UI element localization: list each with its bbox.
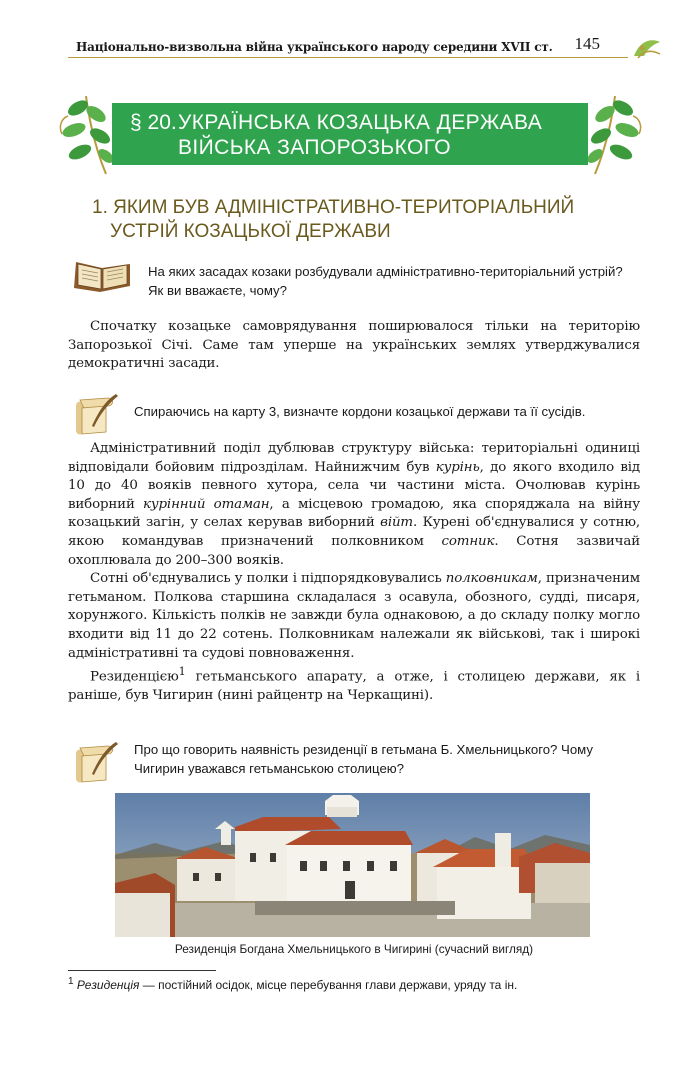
footnote-reference[interactable]: 1 [178,665,186,679]
page-number: 145 [574,34,600,53]
subsection-heading-line2: УСТРІЙ КОЗАЦЬКОЇ ДЕРЖАВИ [110,221,391,242]
term-kurin: курінь [435,459,480,475]
body-text-block [68,440,640,706]
paragraph-administrative-division: Адміністративний поділ дублював структуру війська: територіальні одиниці відповідали бойовим підрозділам. Найнижчим був курінь, до якого входило від 10 до 40 вояків певного хутора, села чи частини міста. Очолював курінь виборний курінний отаман, а місцевою громадою, яка споряджала на війну козацький загін, у селах керував виборний війт. Курені об'єднувалися у сотню, якою командував призначений полковником сотник. Сотня зазвичай охоплювала до 200–300 вояків. [68,441,641,568]
section-number: § 20. [130,111,177,134]
residence-photo [115,793,590,937]
footnote-text: — постійний осідок, місце перебування глави держави, уряду та ін. [139,978,518,992]
term-viit: війт [380,515,413,531]
task-text: Спираючись на карту 3, визначте кордони козацької держави та її сусідів. [134,404,586,419]
footnote-divider [68,970,216,971]
book-icon [70,258,134,296]
figure-caption: Резиденція Богдана Хмельницького в Чигирині (сучасний вигляд) [174,942,534,956]
section-title-line2: ВІЙСЬКА ЗАПОРОЗЬКОГО [178,136,452,159]
question-text: Про що говорить наявність резиденції в гетьмана Б. Хмельницького? Чому Чигирин уважався гетьманською столицею? [134,742,593,776]
section-title-line1: УКРАЇНСЬКА КОЗАЦЬКА ДЕРЖАВА [178,111,543,134]
paragraph-text: Спочатку козацьке самоврядування поширювалося тільки на територію Запорозької Січі. Саме там уперше на українських землях утверджувалися демократичні засади. [68,319,640,372]
laurel-icon [56,90,118,178]
footnote-term: Резиденція [76,978,140,992]
subsection-heading-line1: 1. ЯКИМ БУВ АДМІНІСТРАТИВНО-ТЕРИТОРІАЛЬНИЙ [92,197,575,218]
question-text: На яких засадах козаки розбудували адміністративно-територіальний устрій? Як ви вважаєте, чому? [148,264,623,298]
laurel-icon [583,90,645,178]
section-title-banner [112,103,588,165]
scroll-quill-icon [70,740,120,786]
term-sotnyk: сотник [441,533,495,549]
paragraph-regiments: Сотні об'єднувались у полки і підпорядковувались полковникам, призначеним гетьманом. Полкова старшина складалася з осавула, обозного, судді, писаря, хорунжого. Кількість полків не завжди була однаковою, а до складу полку могло входити від 11 до 22 сотень. Полковникам належали як військові, так і широкі адміністративні та судові повноваження. [68,571,640,661]
ornament-icon [630,36,664,62]
term-polkovnyk: полковникам [445,571,538,587]
body-paragraph [68,318,640,374]
footnote [68,976,640,992]
running-title: Національно-визвольна війна українського народу середини XVII ст. [76,40,553,54]
paragraph-residence: Резиденцією$^1$ гетьманського апарату, а отже, і столицею держави, як і раніше, був Чигирин (нині райцентр на Черкащині). [68,665,640,704]
term-kurinnyi-otaman: курінний отаман [143,496,270,512]
scroll-quill-icon [70,392,120,438]
footnote-marker: 1 [68,976,74,987]
subsection-heading [92,196,632,244]
running-header [68,36,628,58]
